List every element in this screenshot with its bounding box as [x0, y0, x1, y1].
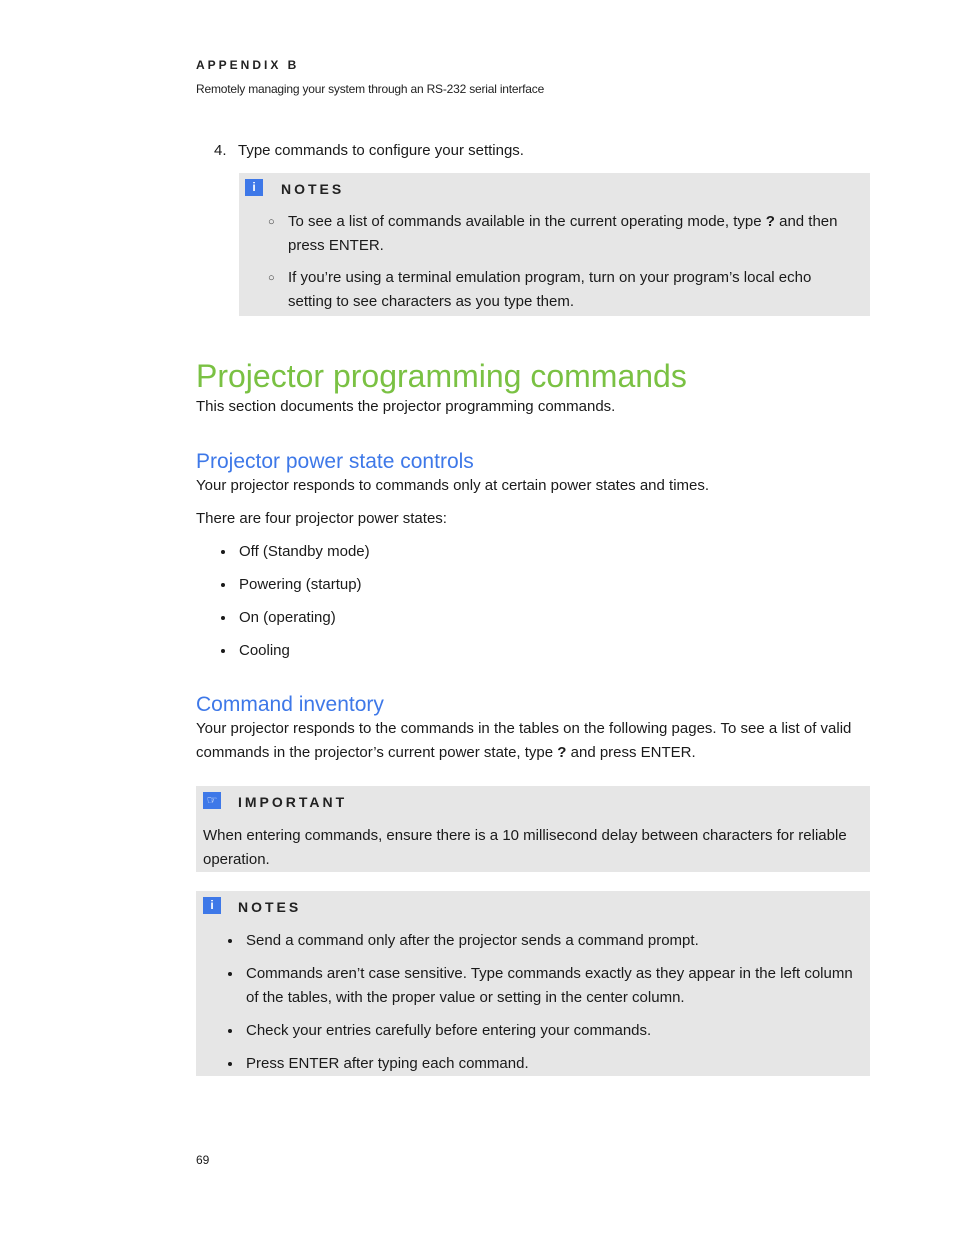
step-number: 4. [214, 142, 227, 159]
bullet-icon [228, 1029, 232, 1033]
bullet-icon [228, 1062, 232, 1066]
pointing-hand-icon: ☞ [203, 792, 221, 809]
important-box [196, 786, 870, 872]
list-item: On (operating) [221, 606, 821, 630]
page-number: 69 [196, 1153, 210, 1167]
bullet-icon [221, 583, 225, 587]
section-title: Projector programming commands [196, 358, 687, 394]
list-item: Commands aren’t case sensitive. Type commands exactly as they appear in the left column of the tables, with the proper value or setting in the center column. [228, 962, 866, 1010]
list-item: Press ENTER after typing each command. [228, 1052, 866, 1076]
notes-title: NOTES [281, 181, 345, 197]
inventory-paragraph: Your projector responds to the commands in the tables on the following pages. To see a list of valid commands in the projector’s current power state, type ? and press ENTER. [196, 720, 852, 761]
info-icon: i [203, 897, 221, 914]
bullet-icon [221, 616, 225, 620]
notes-list [268, 210, 858, 314]
command-inventory-heading: Command inventory [196, 693, 384, 716]
important-text: When entering commands, ensure there is a 10 millisecond delay between characters for reliable operation. [203, 827, 847, 868]
step-text: Type commands to configure your settings. [238, 142, 524, 159]
power-state-heading: Projector power state controls [196, 450, 474, 473]
bullet-icon [221, 649, 225, 653]
list-item: Check your entries carefully before entering your commands. [228, 1019, 866, 1043]
circle-bullet-icon: ○ [268, 216, 275, 228]
list-item: Send a command only after the projector sends a command prompt. [228, 929, 866, 953]
power-paragraph-2: There are four projector power states: [196, 510, 447, 527]
notes-box [196, 891, 870, 1076]
section-intro: This section documents the projector programming commands. [196, 398, 616, 415]
appendix-label: APPENDIX B [196, 58, 300, 72]
notes-box [239, 173, 870, 316]
list-item: ○ To see a list of commands available in the current operating mode, type ? and then press ENTER. [268, 210, 858, 258]
power-states-list [221, 540, 821, 663]
list-item: Powering (startup) [221, 573, 821, 597]
step-item [214, 139, 524, 163]
info-icon: i [245, 179, 263, 196]
list-item: Off (Standby mode) [221, 540, 821, 564]
notes-title: NOTES [238, 899, 302, 915]
circle-bullet-icon: ○ [268, 272, 275, 284]
bullet-icon [221, 550, 225, 554]
important-title: IMPORTANT [238, 794, 348, 810]
running-header: Remotely managing your system through an RS-232 serial interface [196, 82, 545, 96]
power-paragraph-1: Your projector responds to commands only at certain power states and times. [196, 477, 710, 494]
list-item: Cooling [221, 639, 821, 663]
notes-list [228, 929, 866, 1076]
list-item: ○ If you’re using a terminal emulation program, turn on your program’s local echo setting to see characters as you type them. [268, 266, 858, 314]
bullet-icon [228, 972, 232, 976]
bullet-icon [228, 939, 232, 943]
